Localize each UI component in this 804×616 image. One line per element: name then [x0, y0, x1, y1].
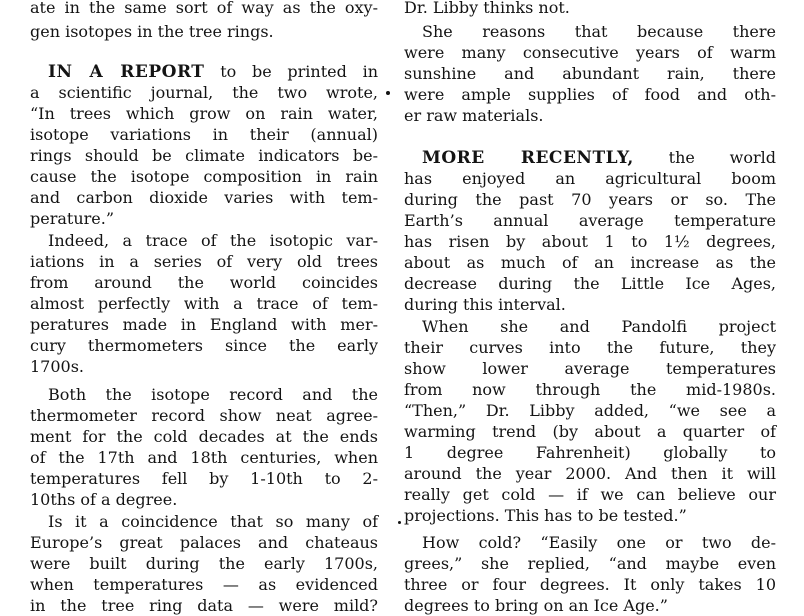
print-speck [398, 521, 401, 524]
text-line: ment for the cold decades at the ends [30, 427, 378, 446]
text-line: Europe’s great palaces and chateaus [30, 533, 378, 552]
paragraph-lead-line [422, 147, 776, 168]
text-line: sunshine and abundant rain, there [404, 64, 776, 83]
text-line: How cold? “Easily one or two de- [422, 533, 776, 552]
text-line: and carbon dioxide varies with tem- [30, 188, 378, 207]
text-line: degrees to bring on an Ice Age.” [404, 596, 668, 615]
print-speck [386, 91, 390, 95]
text-line: during the past 70 years or so. The [404, 190, 776, 209]
text-line: Both the isotope record and the [48, 385, 378, 404]
text-line: were many consecutive years of warm [404, 43, 776, 62]
text-line: show lower average temperatures [404, 359, 776, 378]
text-line: When she and Pandolfi project [422, 317, 776, 336]
text-line: temperatures fell by 1-10th to 2- [30, 469, 378, 488]
text-line: Earth’s annual average temperature [404, 211, 776, 230]
text-line: gen isotopes in the tree rings. [30, 22, 274, 41]
lead-in-heading: IN A REPORT [48, 62, 205, 82]
text-line: Dr. Libby thinks not. [404, 0, 570, 17]
text-line: “In trees which grow on rain water, [30, 104, 378, 123]
text-line: perature.” [30, 209, 115, 228]
text-line: from around the world coincides [30, 273, 378, 292]
text-line: Indeed, a trace of the isotopic var- [48, 231, 378, 250]
text-line: of the 17th and 18th centuries, when [30, 448, 378, 467]
text-line: “Then,” Dr. Libby added, “we see a [404, 401, 776, 420]
text-line: around the year 2000. And then it will [404, 464, 776, 483]
text-line: isotope variations in their (annual) [30, 125, 378, 144]
lead-in-continuation: the world [668, 148, 776, 167]
text-line: cury thermometers since the early [30, 336, 378, 355]
text-line: three or four degrees. It only takes 10 [404, 575, 776, 594]
paragraph-lead-line [48, 61, 378, 82]
text-line: almost perfectly with a trace of tem- [30, 294, 378, 313]
text-line: during this interval. [404, 295, 566, 314]
text-line: about as much of an increase as the [404, 253, 776, 272]
lead-in-heading: MORE RECENTLY, [422, 148, 634, 168]
text-line: has risen by about 1 to 1½ degrees, [404, 232, 776, 251]
lead-in-continuation: to be printed in [220, 62, 379, 81]
text-line: in the tree ring data — were mild? [30, 596, 378, 615]
text-line: She reasons that because there [422, 22, 776, 41]
text-line: from now through the mid-1980s. [404, 380, 776, 399]
text-line: 1700s. [30, 357, 85, 376]
text-line: iations in a series of very old trees [30, 252, 378, 271]
text-line: er raw materials. [404, 106, 544, 125]
text-line: their curves into the future, they [404, 338, 776, 357]
text-line: really get cold — if we can believe our [404, 485, 776, 504]
text-line: decrease during the Little Ice Ages, [404, 274, 776, 293]
text-line: peratures made in England with mer- [30, 315, 378, 334]
text-line: 10ths of a degree. [30, 490, 178, 509]
text-line: 1 degree Fahrenheit) globally to [404, 443, 776, 462]
text-line: warming trend (by about a quarter of [404, 422, 776, 441]
text-line: were ample supplies of food and oth- [404, 85, 776, 104]
text-line: were built during the early 1700s, [30, 554, 378, 573]
text-line: ate in the same sort of way as the oxy- [30, 0, 378, 17]
text-line: thermometer record show neat agree- [30, 406, 378, 425]
text-line: projections. This has to be tested.” [404, 506, 687, 525]
text-line: when temperatures — as evidenced [30, 575, 378, 594]
text-line: grees,” she replied, “and maybe even [404, 554, 776, 573]
text-line: has enjoyed an agricultural boom [404, 169, 776, 188]
text-line: a scientific journal, the two wrote, [30, 83, 378, 102]
text-line: rings should be climate indicators be- [30, 146, 378, 165]
text-line: Is it a coincidence that so many of [48, 512, 378, 531]
text-line: cause the isotope composition in rain [30, 167, 378, 186]
